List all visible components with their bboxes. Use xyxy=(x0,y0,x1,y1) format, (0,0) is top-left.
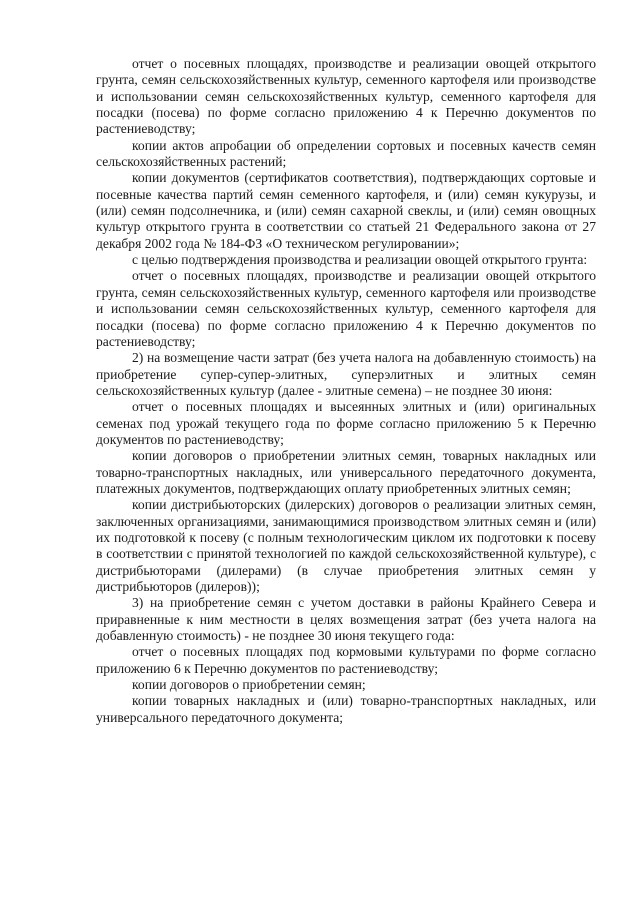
paragraph: копии договоров о приобретении элитных семян, товарных накладных или товарно-транспортных накладных, или универсального передаточного документа, платежных документов, подтверждающих оплату приобретенных элитных семян; xyxy=(96,448,596,496)
paragraph: отчет о посевных площадях и высеянных элитных и (или) оригинальных семенах под урожай текущего года по форме согласно приложению 5 к Перечню документов по растениеводству; xyxy=(96,399,596,447)
paragraph: копии договоров о приобретении семян; xyxy=(132,677,366,693)
paragraph: с целью подтверждения производства и реализации овощей открытого грунта: xyxy=(132,252,588,268)
paragraph: копии дистрибьюторских (дилерских) договоров о реализации элитных семян, заключенных организациями, занимающимися производством элитных семян и (или) их подготовкой к посеву (с полным технологическим циклом их подготовки к посеву в соответствии с принятой технологией по каждой сельскохозяйственной культуре), с дистрибьюторами (дилерами) (в случае приобретения элитных семян у дистрибьюторов (дилеров)); xyxy=(96,497,596,594)
paragraph: 3) на приобретение семян с учетом доставки в районы Крайнего Севера и приравненные к ним местности в целях возмещения затрат (без учета налога на добавленную стоимость) - не позднее 30 июня текущего года: xyxy=(96,595,596,644)
paragraph: отчет о посевных площадях, производстве и реализации овощей открытого грунта, семян сельскохозяйственных культур, семенного картофеля или производстве и использовании семян сельскохозяйственных культур, семенного картофеля для посадки (посева) по форме согласно приложению 4 к Перечню документов по растениеводству; xyxy=(96,268,596,349)
paragraph: копии товарных накладных и (или) товарно-транспортных накладных, или универсального передаточного документа; xyxy=(96,693,596,725)
paragraph: 2) на возмещение части затрат (без учета налога на добавленную стоимость) на приобретение супер-супер-элитных, суперэлитных и элитных семян сельскохозяйственных культур (далее - элитные семена) – не позднее 30 июня: xyxy=(96,350,596,398)
document-page xyxy=(96,56,596,726)
paragraph: копии актов апробации об определении сортовых и посевных качеств семян сельскохозяйственных растений; xyxy=(96,137,596,170)
paragraph: отчет о посевных площадях, производстве и реализации овощей открытого грунта, семян сельскохозяйственных культур, семенного картофеля или производстве и использовании семян сельскохозяйственных культур, семенного картофеля для посадки (посева) по форме согласно приложению 4 к Перечню документов по растениеводству; xyxy=(96,56,596,137)
paragraph: отчет о посевных площадях под кормовыми культурами по форме согласно приложению 6 к Перечню документов по растениеводству; xyxy=(96,644,596,676)
paragraph: копии документов (сертификатов соответствия), подтверждающих сортовые и посевные качества партий семян семенного картофеля, и (или) семян кукурузы, и (или) семян подсолнечника, и (или) семян сахарной свеклы, и (или) семян овощных культур открытого грунта в соответствии со статьей 21 Федерального закона от 27 декабря 2002 года № 184-ФЗ «О техническом регулировании»; xyxy=(96,170,596,251)
